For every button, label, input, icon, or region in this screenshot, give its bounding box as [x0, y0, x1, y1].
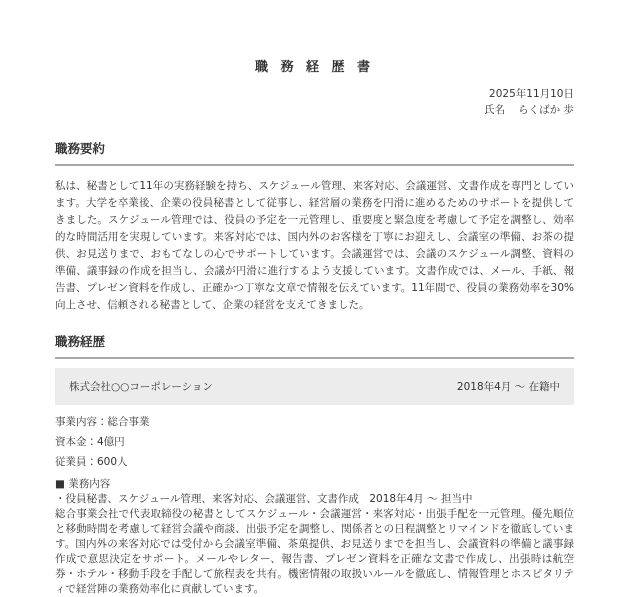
- document-date: 2025年11月10日: [489, 88, 574, 100]
- duties-block: [55, 477, 574, 597]
- summary-section-heading: 職務要約: [55, 139, 574, 166]
- detail-business: 事業内容：総合事業: [55, 416, 150, 428]
- name-value: らくばか 歩: [518, 104, 574, 116]
- company-period: 2018年4月 ～ 在籍中: [456, 381, 560, 393]
- applicant-name-line: [55, 102, 574, 118]
- duties-role-line: ・役員秘書、スケジュール管理、来客対応、会議運営、文書作成 2018年4月 ～ 担当中: [55, 493, 473, 505]
- document-meta: [55, 86, 574, 118]
- detail-employees: 従業員：600人: [55, 456, 128, 468]
- career-section-heading: 職務経歴: [55, 332, 574, 359]
- detail-capital: 資本金：4億円: [55, 436, 125, 448]
- name-label: 氏名: [484, 104, 506, 116]
- company-details: [55, 412, 574, 472]
- company-name: 株式会社○○コーポレーション: [69, 381, 213, 393]
- duties-heading: ■ 業務内容: [55, 478, 111, 490]
- duties-description: 総合事業会社で代表取締役の秘書としてスケジュール・会議運営・来客対応・出張手配を一元管理。優先順位と移動時間を考慮して経営会議や商談、出張予定を調整し、関係者との日程調整とリマインドを徹底しています。国内外の来客対応では受付から会議室準備、茶菓提供、お見送りまでを担当し、会議資料の準備と議事録作成で意思決定をサポート。メールやレター、報告書、プレゼン資料を正確な文書で作成し、出張時は航空券・ホテル・移動手段を手配して旅程表を共有。機密情報の取扱いルールを徹底し、情報管理とホスピタリティで経営陣の業務効率化に貢献しています。: [55, 508, 574, 595]
- summary-paragraph: 私は、秘書として11年の実務経験を持ち、スケジュール管理、来客対応、会議運営、文書作成を専門としています。大学を卒業後、企業の役員秘書として従事し、経営層の業務を円滑に進めるためのサポートを提供してきました。スケジュール管理では、役員の予定を一元管理し、重要度と緊急度を考慮して予定を調整し、効率的な時間活用を実現しています。来客対応では、国内外のお客様を丁寧にお迎えし、会議室の準備、お茶の提供、お見送りまで、おもてなしの心でサポートしています。会議運営では、会議のスケジュール調整、資料の準備、議事録の作成を担当し、会議が円滑に進行するよう支援しています。文書作成では、メール、手紙、報告書、プレゼン資料を作成し、正確かつ丁寧な文章で情報を伝えています。11年間で、役員の業務効率を30%向上させ、信頼される秘書として、企業の経営を支えてきました。: [55, 180, 574, 311]
- company-bar: [55, 368, 574, 405]
- document-title: 職 務 経 歴 書: [254, 60, 375, 75]
